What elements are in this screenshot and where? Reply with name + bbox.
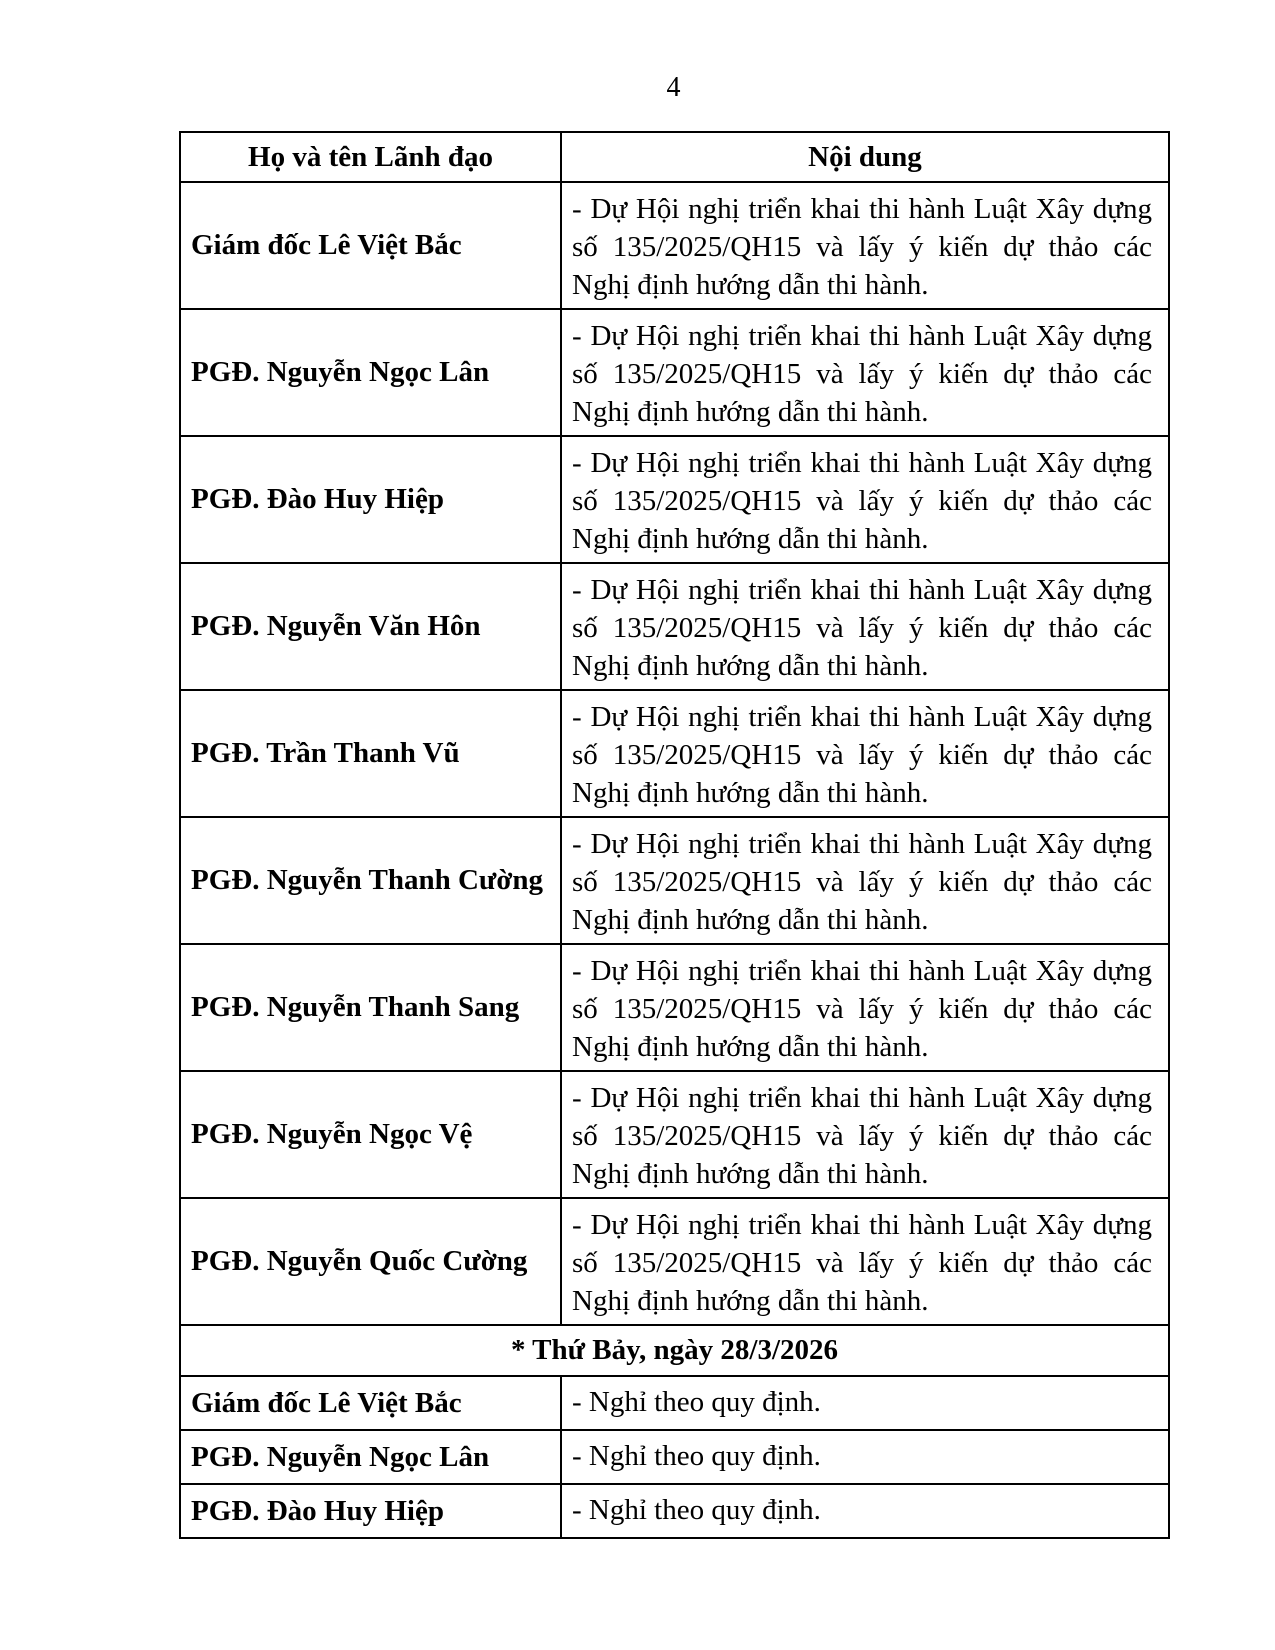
table-row <box>180 1484 1169 1538</box>
schedule-content: - Dự Hội nghị triển khai thi hành Luật Xây dựng số 135/2025/QH15 và lấy ý kiến dự thảo các Nghị định hướng dẫn thi hành. <box>561 436 1169 563</box>
table-row <box>180 309 1169 436</box>
leader-name: PGĐ. Nguyễn Ngọc Lân <box>180 309 561 436</box>
table-row <box>180 1376 1169 1430</box>
table-row <box>180 944 1169 1071</box>
table-row <box>180 817 1169 944</box>
leader-name: PGĐ. Nguyễn Ngọc Lân <box>180 1430 561 1484</box>
table-row <box>180 1430 1169 1484</box>
table-row <box>180 436 1169 563</box>
leader-name: PGĐ. Nguyễn Thanh Sang <box>180 944 561 1071</box>
leader-name: Giám đốc Lê Việt Bắc <box>180 182 561 309</box>
leader-name: PGĐ. Nguyễn Văn Hôn <box>180 563 561 690</box>
header-content-column: Nội dung <box>561 132 1169 182</box>
leader-name: Giám đốc Lê Việt Bắc <box>180 1376 561 1430</box>
header-name-column: Họ và tên Lãnh đạo <box>180 132 561 182</box>
schedule-content: - Nghỉ theo quy định. <box>561 1484 1169 1538</box>
table-row <box>180 182 1169 309</box>
leader-name: PGĐ. Trần Thanh Vũ <box>180 690 561 817</box>
schedule-content: - Dự Hội nghị triển khai thi hành Luật Xây dựng số 135/2025/QH15 và lấy ý kiến dự thảo các Nghị định hướng dẫn thi hành. <box>561 563 1169 690</box>
table-row <box>180 1071 1169 1198</box>
date-section-row <box>180 1325 1169 1376</box>
table-row <box>180 1198 1169 1325</box>
schedule-content: - Nghỉ theo quy định. <box>561 1376 1169 1430</box>
table-row <box>180 690 1169 817</box>
table-header-row <box>180 132 1169 182</box>
leader-name: PGĐ. Nguyễn Ngọc Vệ <box>180 1071 561 1198</box>
leader-name: PGĐ. Nguyễn Thanh Cường <box>180 817 561 944</box>
schedule-content: - Dự Hội nghị triển khai thi hành Luật Xây dựng số 135/2025/QH15 và lấy ý kiến dự thảo các Nghị định hướng dẫn thi hành. <box>561 944 1169 1071</box>
schedule-content: - Dự Hội nghị triển khai thi hành Luật Xây dựng số 135/2025/QH15 và lấy ý kiến dự thảo các Nghị định hướng dẫn thi hành. <box>561 817 1169 944</box>
page-number: 4 <box>666 72 681 103</box>
schedule-content: - Dự Hội nghị triển khai thi hành Luật Xây dựng số 135/2025/QH15 và lấy ý kiến dự thảo các Nghị định hướng dẫn thi hành. <box>561 309 1169 436</box>
leader-name: PGĐ. Đào Huy Hiệp <box>180 1484 561 1538</box>
date-section-label: * Thứ Bảy, ngày 28/3/2026 <box>180 1325 1169 1376</box>
schedule-content: - Dự Hội nghị triển khai thi hành Luật Xây dựng số 135/2025/QH15 và lấy ý kiến dự thảo các Nghị định hướng dẫn thi hành. <box>561 1071 1169 1198</box>
leadership-schedule-table <box>179 131 1170 1539</box>
table-row <box>180 563 1169 690</box>
leader-name: PGĐ. Nguyễn Quốc Cường <box>180 1198 561 1325</box>
schedule-content: - Dự Hội nghị triển khai thi hành Luật Xây dựng số 135/2025/QH15 và lấy ý kiến dự thảo các Nghị định hướng dẫn thi hành. <box>561 182 1169 309</box>
schedule-content: - Nghỉ theo quy định. <box>561 1430 1169 1484</box>
schedule-content: - Dự Hội nghị triển khai thi hành Luật Xây dựng số 135/2025/QH15 và lấy ý kiến dự thảo các Nghị định hướng dẫn thi hành. <box>561 1198 1169 1325</box>
schedule-content: - Dự Hội nghị triển khai thi hành Luật Xây dựng số 135/2025/QH15 và lấy ý kiến dự thảo các Nghị định hướng dẫn thi hành. <box>561 690 1169 817</box>
leader-name: PGĐ. Đào Huy Hiệp <box>180 436 561 563</box>
